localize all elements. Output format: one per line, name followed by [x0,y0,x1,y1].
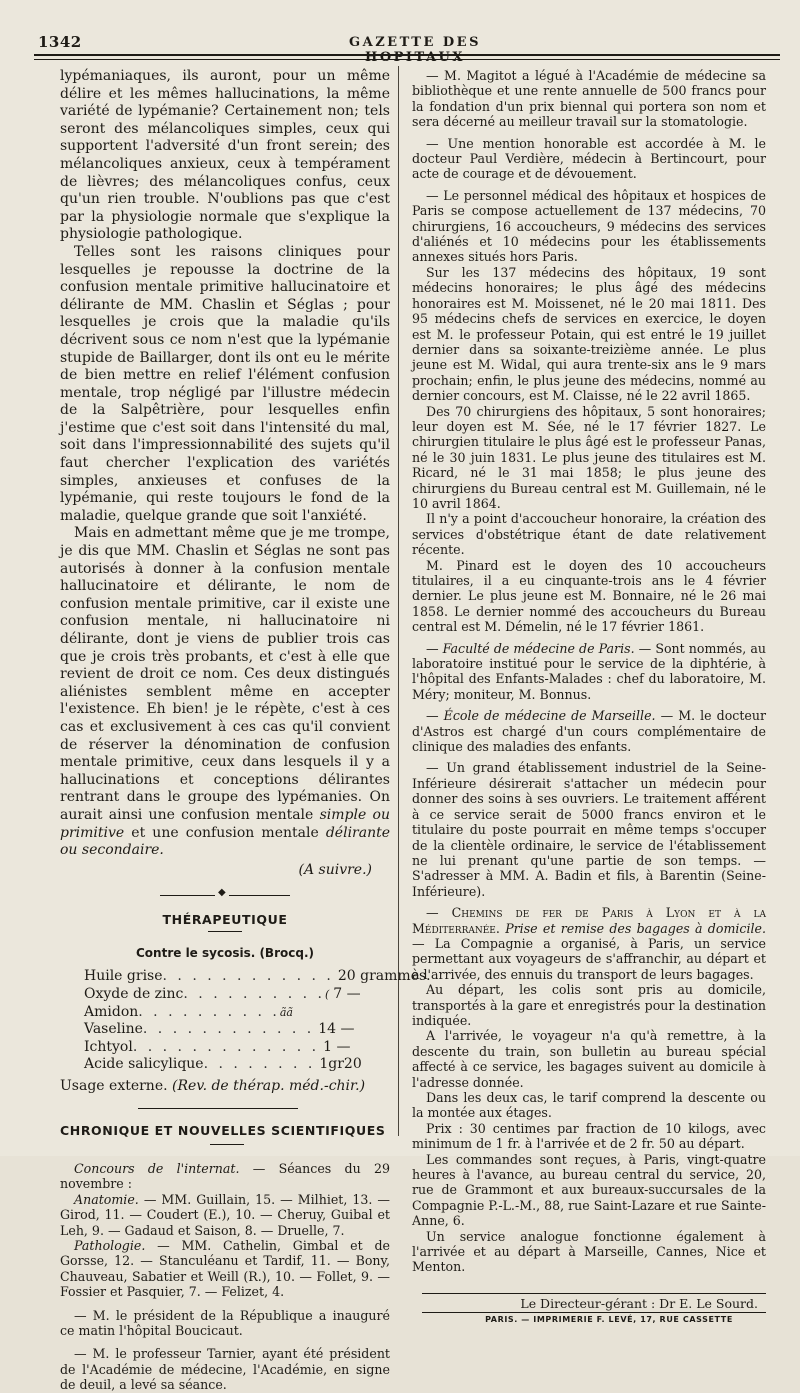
ornament-divider [160,891,290,900]
paragraph-magitot: — M. Magitot a légué à l'Académie de médecine sa bibliothèque et une rente annuelle de 500 francs pour la fondation d'un prix biennal qui portera son nom et sera décerné au meilleur travail sur la stomatologie. [412,68,766,130]
imprint: PARIS. — IMPRIMERIE F. LEVÉ, 17, RUE CASSETTE [485,1314,733,1324]
paragraph-accoucheur: Il n'y a point d'accoucheur honoraire, la création des services d'obstétrique étant de date relativement récente. [412,511,766,558]
section-rule [138,1108,298,1109]
paragraph-depart: Au départ, les colis sont pris au domicile, transportés à la gare et enregistrés pour la destination indiquée. [412,982,766,1028]
left-column [60,68,431,1393]
to-be-continued: (A suivre.) [298,861,372,878]
recipe-item: Ichtyol . . . . . . . . . . . . . 1 — [84,1038,351,1055]
paragraph-pinard: M. Pinard est le doyen des 10 accoucheurs titulaires, il a eu cinquante-trois ans le 4 février dernier. Le plus jeune est M. Bonnaire, né le 26 mai 1858. Le dernier nommé des accoucheurs du Bureau central est M. Démelin, né le 17 février 1861. [412,557,766,635]
paragraph-seine-inferieure: — Un grand établissement industriel de la Seine-Inférieure désirerait s'attacher un médecin pour donner des soins à ses ouvriers. Le traitement afférent à ce service serait de 5000 francs environ et le titulaire du poste pourrait en même temps s'occuper de la clientèle ordinaire, le service de l'établissement ne lui prenant qu'une partie de son temps. — S'adresser à MM. A. Badin et fils, à Barentin (Seine-Inférieure). [412,760,766,899]
paragraph-tarif: Dans les deux cas, le tarif comprend la descente ou la montée aux étages. [412,1090,766,1121]
emphasis-simple-primitive: simple ou primitive [60,806,390,841]
recipe-list [84,968,431,1074]
recipe-title: Contre le sycosis. (Brocq.) [136,946,314,961]
usage-line: Usage externe. (Rev. de thérap. méd.-chir.) [60,1077,366,1094]
usage-reference: (Rev. de thérap. méd.-chir.) [172,1077,366,1094]
paragraph-internat: Concours de l'internat. — Séances du 29 novembre : [60,1160,390,1192]
paragraph-anatomie: Anatomie. — MM. Guillain, 15. — Milhiet, 13. — Girod, 11. — Coudert (E.), 10. — Cheruy, Guibal et Leh, 9. — Gadaud et Saison, 8. — Druelle, 7. [60,1191,390,1238]
header-rule [34,54,780,60]
section-title-therapeutique: THÉRAPEUTIQUE [162,912,288,928]
signature: Le Directeur-gérant : Dr E. Le Sourd. [422,1293,766,1313]
paragraph-personnel: — Le personnel médical des hôpitaux et hospices de Paris se compose actuellement de 137 médecins, 70 chirurgiens, 16 accoucheurs, 9 médecins des services d'aliénés et 10 médecins pour les établissements annexes situés hors Paris. [412,187,766,265]
page-number: 1342 [38,33,82,51]
paragraph-faculte: — Faculté de médecine de Paris. — Sont nommés, au laboratoire institué pour le service de la diphtérie, à l'hôpital des Enfants-Malades : chef du laboratoire, M. Méry; moniteur, M. Bonnus. [412,640,766,702]
short-rule [210,1144,244,1145]
paragraph-arrivee: A l'arrivée, le voyageur n'a qu'à remettre, à la descente du train, son bulletin au bureau spécial affecté à ce service, les bagages suivent au domicile à l'adresse donnée. [412,1028,766,1090]
recipe-item: Acide salicylique . . . . . . . . 1gr20 [84,1056,362,1073]
running-head: GAZETTE DES HOPITAUX [349,35,481,65]
paragraph-chemins-de-fer: — Chemins de fer de Paris à Lyon et à la Méditerranée. Prise et remise des bagages à domicile. — La Compagnie a organisé, à Paris, un service permettant aux voyageurs de s'affranchir, au départ et à l'arrivée, des ennuis du transport de leurs bagages. [412,905,766,982]
paragraph-commandes: Les commandes sont reçues, à Paris, vingt-quatre heures à l'avance, au bureau central du service, 20, rue de Grammont et aux bureaux-succursales de la Compagnie P.-L.-M., 88, rue Saint-Lazare et rue Sainte-Anne, 6. [412,1151,766,1229]
paragraph-raisons-cliniques: Telles sont les raisons cliniques pour lesquelles je repousse la doctrine de la confusion mentale primitive hallucinatoire et délirante de MM. Chaslin et Séglas ; pour lesquelles je crois que la maladie qu'ils décrivent sous ce nom n'est que la lypémanie stupide de Baillarger, dont ils ont eu le mérite de bien mettre en relief l'élément confusion mentale, trop négligé par l'illustre médecin de la Salpêtrière, pour lesquelles enfin j'estime que c'est soit dans l'intensité du mal, soit dans l'impressionnabilité des sujets qu'il faut chercher l'explication des variétés simples, anxieuses et confuses de la lypémanie, qui reste toujours le fond de la maladie, quelque grande que soit l'anxiété. [60,243,390,524]
emphasis-delirante-secondaire: délirante ou secondaire. [60,824,391,859]
paragraph-tarnier: — M. le professeur Tarnier, ayant été président de l'Académie de médecine, l'Académie, en signe de deuil, a levé sa séance. [60,1346,390,1393]
paragraph-medecins: Sur les 137 médecins des hôpitaux, 19 sont médecins honoraires; le plus âgé des médecins honoraires est M. Moissenet, né le 20 mai 1811. Des 95 médecins chefs de services en exercice, le doyen est M. le professeur Potain, qui est entré le 19 juillet dernier dans sa soixante-treizième année. Le plus jeune est M. Widal, qui aura trente-six ans le 9 mars prochain; enfin, le plus jeune des médecins, nommé au dernier concours, est M. Claisse, né le 22 avril 1865. [412,264,766,404]
recipe-item: Huile grise . . . . . . . . . . . . 20 grammes. [84,968,431,985]
paragraph-prix: Prix : 30 centimes par fraction de 10 kilogs, avec minimum de 1 fr. à l'arrivée et de 2 fr. 50 au départ. [412,1120,766,1152]
paragraph-president: — M. le président de la République a inauguré ce matin l'hôpital Boucicaut. [60,1307,390,1338]
brace-label: ãã [279,1005,293,1019]
paragraph-confusion-mentale: Mais en admettant même que je me trompe, je dis que MM. Chaslin et Séglas ne sont pas autorisés à donner à la confusion mentale hallucinatoire et délirante, le nom de confusion mentale primitive, car il existe une confusion mentale, ni hallucinatoire ni délirante, dont je viens de publier trois cas que je crois très probants, et c'est à elle que revient de droit ce nom. Ces deux distingués aliénistes semblent même en accepter l'existence. Eh bien! je le répète, c'est à ces cas et exclusivement à ces cas qu'il convient de réserver la dénomination de confusion mentale primitive, ceux dans lesquels il y a hallucinations et conceptions délirantes rentrant dans le groupe des lypémanies. On aurait ainsi une confusion mentale simple ou primitive et une confusion mentale délirante ou secondaire. [60,525,391,859]
paragraph-lypemaniaques: lypémaniaques, ils auront, pour un même délire et les mêmes hallucinations, la même variété de lypémanie? Certainement non; tels seront des mélancoliques simples, ceux qui supportent l'adversité d'un front serein; des mélancoliques anxieux, ceux à tempérament de lièvres; des mélancoliques confus, ceux qu'un rien trouble. N'oublions pas que c'est par la physiologie normale que s'explique la physiologie pathologique. [60,68,390,243]
paragraph-chirurgiens: Des 70 chirurgiens des hôpitaux, 5 sont honoraires; leur doyen est M. Sée, né le 17 février 1827. Le chirurgien titulaire le plus âgé est le professeur Panas, né le 30 juin 1831. Le plus jeune des titulaires est M. Ricard, né le 31 mai 1858; le plus jeune des chirurgiens du Bureau central est M. Guillemain, né le 10 avril 1864. [412,403,766,511]
paragraph-pathologie: Pathologie. — MM. Cathelin, Gimbal et de Gorsse, 12. — Stanculéanu et Tardif, 11. — Bony, Chauveau, Sabatier et Weill (R.), 10. — Follet, 9. — Fossier et Pasquier, 7. — Felizet, 4. [60,1237,390,1300]
paragraph-analogue: Un service analogue fonctionne également à l'arrivée et au départ à Marseille, Cannes, Nice et Menton. [412,1228,766,1275]
right-column [412,68,766,1324]
recipe-item: Oxyde de zinc . . . . . . . . . . ( 7 — [84,985,361,1002]
short-rule [208,931,242,932]
recipe-item: Vaseline . . . . . . . . . . . . 14 — [84,1021,355,1038]
paragraph-marseille: — École de médecine de Marseille. — M. le docteur d'Astros est chargé d'un cours complémentaire de clinique des maladies des enfants. [412,708,766,755]
section-title-chronique: CHRONIQUE ET NOUVELLES SCIENTIFIQUES [60,1122,386,1138]
paragraph-verdiere: — Une mention honorable est accordée à M. le docteur Paul Verdière, médecin à Bertincourt, pour acte de courage et de dévouement. [412,135,766,182]
recipe-item: Amidon . . . . . . . . . . ãã [84,1003,293,1020]
